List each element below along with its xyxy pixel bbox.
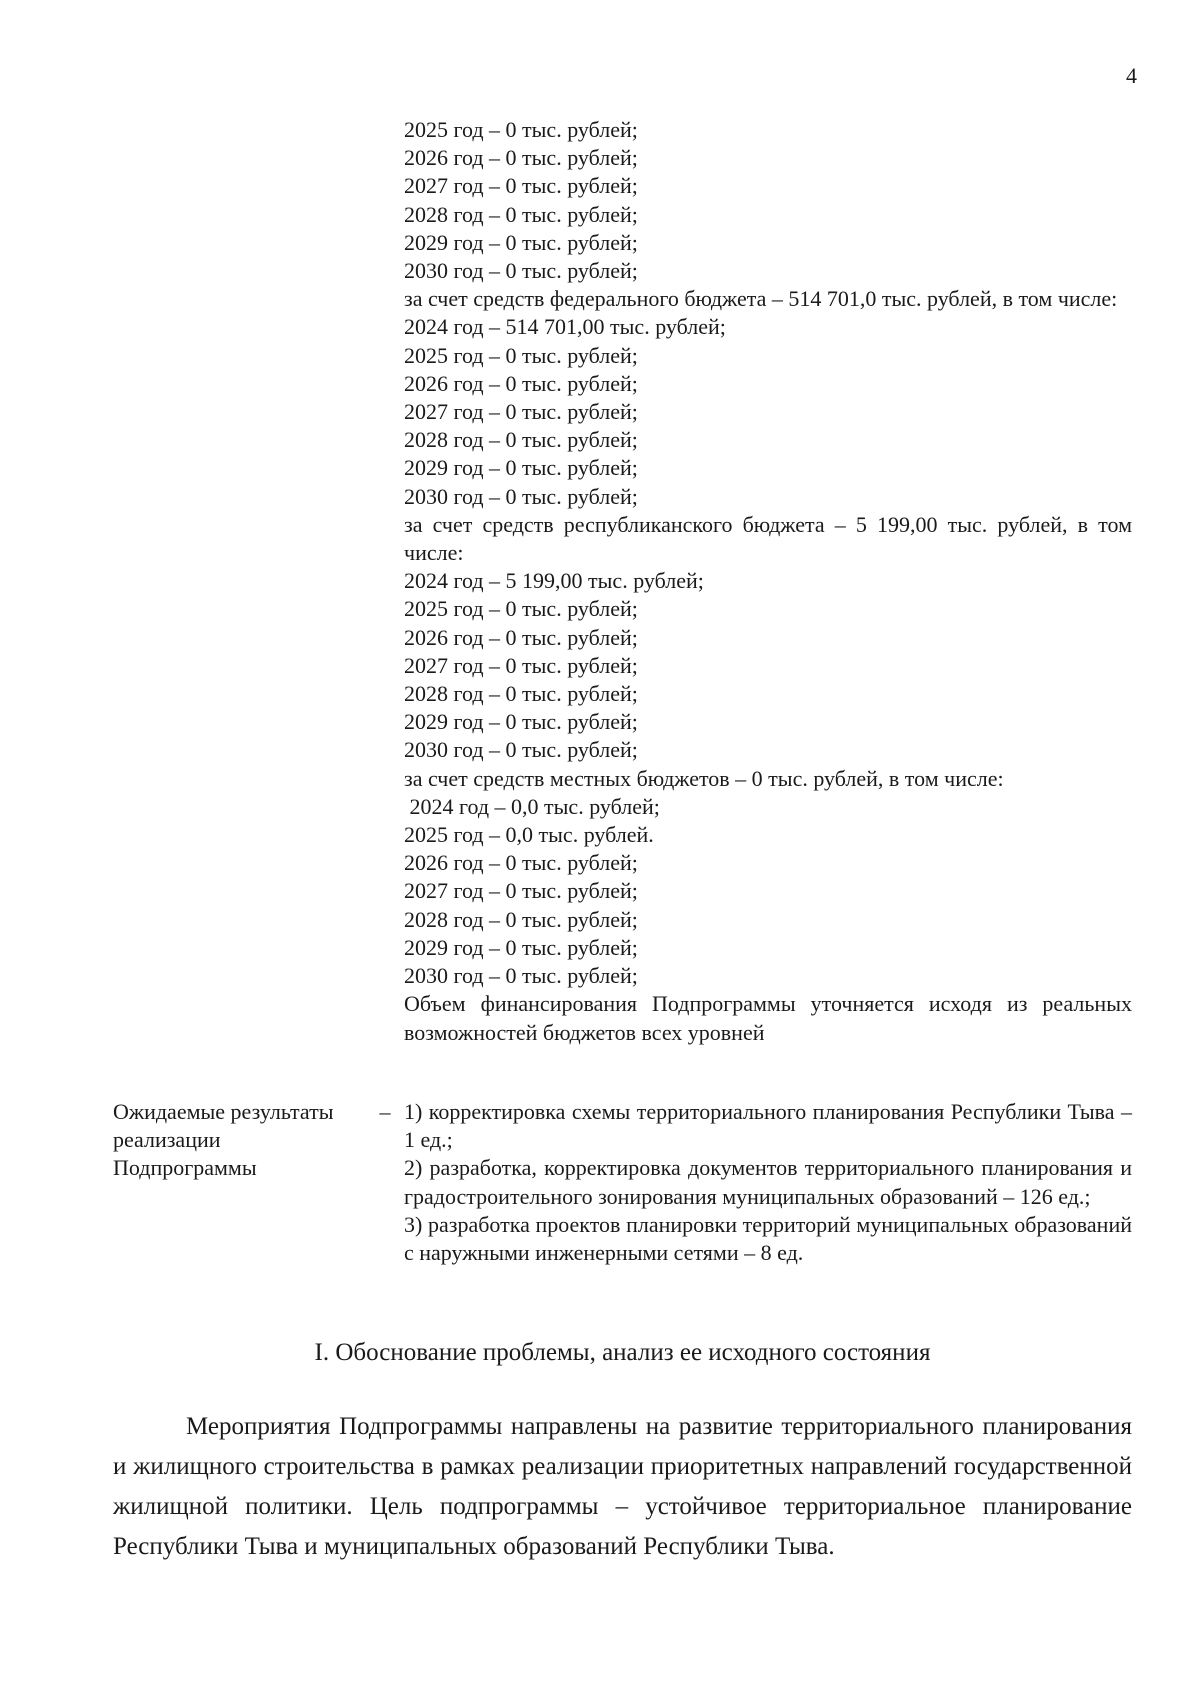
expected-results-label: Ожидаемые результаты реализации Подпрограммы: [113, 1099, 334, 1181]
funding-line: 2025 год – 0 тыс. рублей;: [404, 117, 638, 142]
local-line: 2030 год – 0 тыс. рублей;: [404, 963, 638, 989]
local-line: 2028 год – 0 тыс. рублей;: [404, 906, 638, 932]
expected-result-item: 1) корректировка схемы территориального планирования Республики Тыва – 1 ед.;: [404, 1099, 1132, 1153]
funding-block: [404, 116, 1132, 1047]
funding-note: Объем финансирования Подпрограммы уточняется исходя из реальных возможностей бюджетов всех уровней: [404, 991, 1132, 1045]
republic-line: 2030 год – 0 тыс. рублей;: [404, 737, 638, 763]
republic-line: 2029 год – 0 тыс. рублей;: [404, 709, 638, 735]
republic-line: 2026 год – 0 тыс. рублей;: [404, 624, 638, 650]
federal-budget-intro: за счет средств федерального бюджета – 514 701,0 тыс. рублей, в том числе:: [404, 286, 1118, 312]
funding-line: 2026 год – 0 тыс. рублей;: [404, 145, 638, 171]
republic-line: 2024 год – 5 199,00 тыс. рублей;: [404, 568, 704, 594]
federal-line: 2026 год – 0 тыс. рублей;: [404, 370, 638, 396]
funding-line: 2030 год – 0 тыс. рублей;: [404, 258, 638, 284]
local-line: 2029 год – 0 тыс. рублей;: [404, 934, 638, 960]
expected-result-item: 2) разработка, корректировка документов территориального планирования и градостроительного зонирования муниципальных образований – 126 ед.;: [404, 1155, 1132, 1209]
funding-line: 2029 год – 0 тыс. рублей;: [404, 229, 638, 255]
republic-budget-intro: за счет средств республиканского бюджета – 5 199,00 тыс. рублей, в том числе:: [404, 511, 1132, 566]
federal-line: 2029 год – 0 тыс. рублей;: [404, 455, 638, 481]
expected-results-dash: –: [379, 1099, 391, 1124]
local-line: 2026 год – 0 тыс. рублей;: [404, 850, 638, 876]
funding-line: 2028 год – 0 тыс. рублей;: [404, 201, 638, 227]
federal-line: 2028 год – 0 тыс. рублей;: [404, 427, 638, 453]
section-heading: I. Обоснование проблемы, анализ ее исходного состояния: [314, 1339, 931, 1366]
body-paragraph: Мероприятия Подпрограммы направлены на развитие территориального планирования и жилищного строительства в рамках реализации приоритетных направлений государственной жилищной политики. Цель подпрограммы – устойчивое территориальное планирование Республики Тыва и муниципальных образований Республики Тыва.: [113, 1413, 1132, 1560]
local-line: 2027 год – 0 тыс. рублей;: [404, 878, 638, 904]
federal-line: 2024 год – 514 701,00 тыс. рублей;: [404, 314, 726, 340]
federal-line: 2030 год – 0 тыс. рублей;: [404, 483, 638, 509]
republic-line: 2028 год – 0 тыс. рублей;: [404, 681, 638, 707]
local-line: 2025 год – 0,0 тыс. рублей.: [404, 822, 654, 848]
federal-line: 2025 год – 0 тыс. рублей;: [404, 342, 638, 368]
republic-line: 2027 год – 0 тыс. рублей;: [404, 652, 638, 678]
expected-result-item: 3) разработка проектов планировки территорий муниципальных образований с наружными инженерными сетями – 8 ед.: [404, 1211, 1132, 1266]
funding-line: 2027 год – 0 тыс. рублей;: [404, 173, 638, 199]
page-number: 4: [1126, 63, 1137, 88]
republic-line: 2025 год – 0 тыс. рублей;: [404, 596, 638, 622]
expected-results-list: [404, 1098, 1132, 1267]
federal-line: 2027 год – 0 тыс. рублей;: [404, 399, 638, 425]
local-line: 2024 год – 0,0 тыс. рублей;: [404, 793, 660, 819]
local-budget-intro: за счет средств местных бюджетов – 0 тыс. рублей, в том числе:: [404, 765, 1004, 791]
